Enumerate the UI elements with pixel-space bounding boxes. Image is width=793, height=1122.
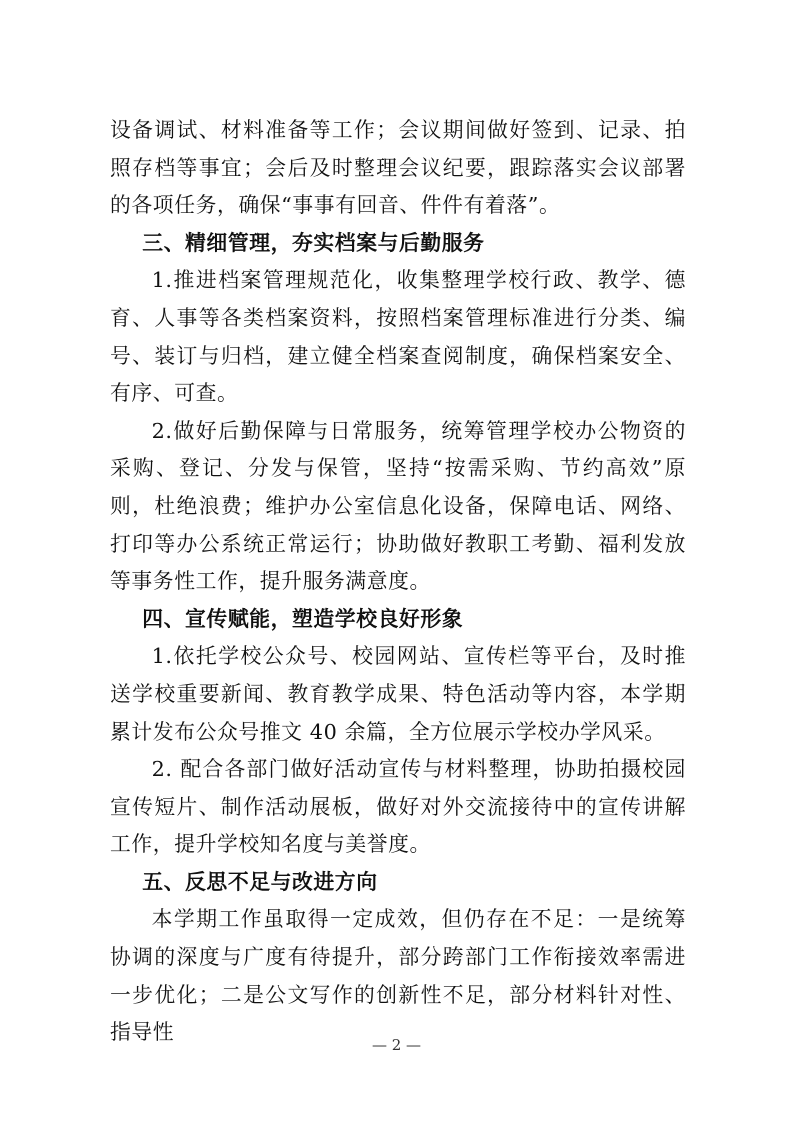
paragraph-continuation: 设备调试、材料准备等工作；会议期间做好签到、记录、拍照存档等事宜；会后及时整理会议纪要，跟踪落实会议部署的各项任务，确保“事事有回音、件件有着落”。 [110, 118, 686, 218]
paragraph-archives: 1.推进档案管理规范化，收集整理学校行政、教学、德育、人事等各类档案资料，按照档案管理标准进行分类、编号、装订与归档，建立健全档案查阅制度，确保档案安全、有序、可查。 [110, 268, 686, 406]
section-heading-4: 四、宣传赋能，塑造学校良好形象 [142, 606, 464, 631]
paragraph-reflection: 本学期工作虽取得一定成效，但仍存在不足：一是统筹协调的深度与广度有待提升，部分跨部门工作衔接效率需进一步优化；二是公文写作的创新性不足，部分材料针对性、指导性 [110, 907, 686, 1045]
paragraph-publicity-2: 2. 配合各部门做好活动宣传与材料整理，协助拍摄校园宣传短片、制作活动展板，做好对外交流接待中的宣传讲解工作，提升学校知名度与美誉度。 [110, 757, 686, 857]
section-heading-3: 三、精细管理，夯实档案与后勤服务 [142, 230, 485, 255]
paragraph-publicity-1: 1.依托学校公众号、校园网站、宣传栏等平台，及时推送学校重要新闻、教育教学成果、特色活动等内容，本学期累计发布公众号推文 40 余篇，全方位展示学校办学风采。 [110, 644, 686, 744]
page-number: — 2 — [371, 1036, 422, 1054]
section-heading-5: 五、反思不足与改进方向 [142, 869, 378, 894]
paragraph-logistics: 2.做好后勤保障与日常服务，统筹管理学校办公物资的采购、登记、分发与保管，坚持“按需采购、节约高效”原则，杜绝浪费；维护办公室信息化设备，保障电话、网络、打印等办公系统正常运行；协助做好教职工考勤、福利发放等事务性工作，提升服务满意度。 [110, 418, 686, 594]
document-body [110, 112, 686, 1052]
